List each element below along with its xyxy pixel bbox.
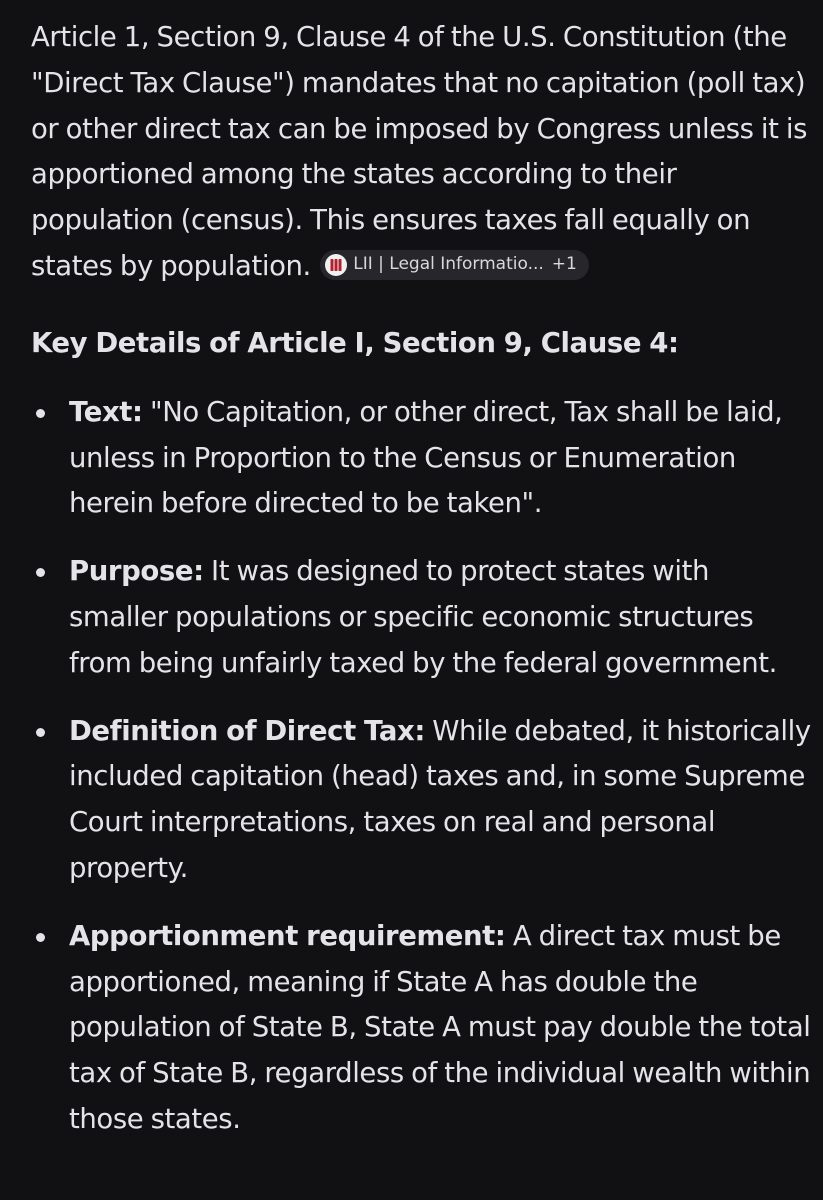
response-content	[31, 15, 811, 1165]
list-item	[31, 914, 811, 1143]
bullet-point-icon	[36, 933, 45, 942]
bullet-text: It was designed to protect states with smaller populations or specific economic structures from being unfairly taxed by the federal government.	[69, 555, 777, 679]
bullet-point-icon	[36, 728, 45, 737]
bullet-term: Purpose:	[69, 555, 204, 588]
list-item	[31, 390, 811, 527]
list-item	[31, 549, 811, 686]
bullet-term: Definition of Direct Tax:	[69, 714, 425, 747]
bullet-term: Text:	[69, 395, 143, 428]
source-chip-count: +1	[551, 254, 577, 275]
source-chip[interactable]	[320, 250, 589, 280]
bullet-point-icon	[36, 568, 45, 577]
list-item	[31, 709, 811, 892]
bullet-term: Apportionment requirement:	[69, 919, 506, 952]
bullet-text: While debated, it historically included capitation (head) taxes and, in some Supreme Court interpretations, taxes on real and personal property.	[69, 714, 811, 884]
lii-logo-icon	[325, 254, 347, 276]
section-heading: Key Details of Article I, Section 9, Clause 4:	[31, 326, 679, 359]
bullet-text: A direct tax must be apportioned, meaning if State A has double the population of State B, State A must pay double the total tax of State B, regardless of the individual wealth within those states.	[69, 919, 811, 1135]
intro-paragraph	[31, 15, 811, 290]
key-details-list	[31, 390, 811, 1143]
bullet-text: "No Capitation, or other direct, Tax shall be laid, unless in Proportion to the Census or Enumeration herein before directed to be taken".	[69, 395, 783, 520]
bullet-point-icon	[36, 409, 45, 418]
intro-text: Article 1, Section 9, Clause 4 of the U.S. Constitution (the "Direct Tax Clause") mandates that no capitation (poll tax) or other direct tax can be imposed by Congress unless it is apportioned among the states according to their population (census). This ensures taxes fall equally on states by population.	[31, 21, 808, 282]
source-chip-label: LII | Legal Informatio...	[353, 254, 544, 275]
